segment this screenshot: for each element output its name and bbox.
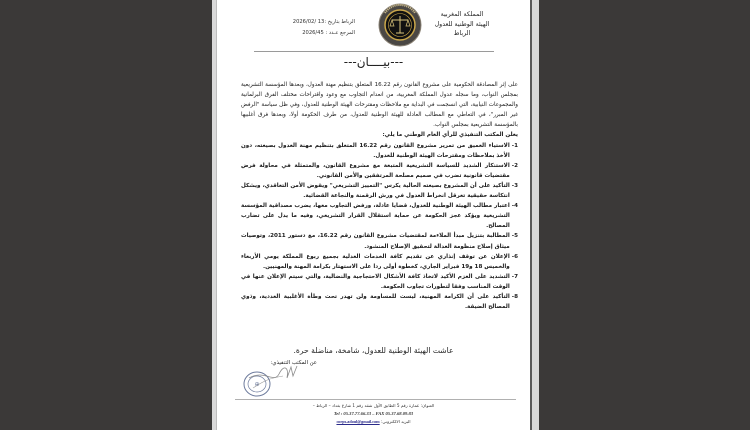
point-number: 7- bbox=[511, 273, 518, 280]
footer-divider bbox=[235, 399, 516, 400]
closing-slogan: عاشت الهيئة الوطنية للعدول، شامخة، مناضلة حرة. bbox=[293, 346, 454, 355]
point-text: الاستنكار الشديد للسياسة التشريعية المتبعة مع مشروع القانون، والمتمثلة في محاولة فرض مقتضيات قانونية تضرب في صميم مصلحة المرتفقين والأمن القانوني. bbox=[241, 162, 510, 179]
footer-email-label: البريد الالكتروني: bbox=[381, 419, 411, 424]
stamp-signature-icon bbox=[239, 364, 309, 398]
point-number: 8- bbox=[511, 293, 518, 300]
points-list bbox=[241, 141, 518, 313]
header-divider bbox=[254, 51, 494, 52]
point-text: التأكيد على أن الكرامة المهنية، ليست للمساومة ولن تهدر تحت وطأة الأغلبية العددية، وذوي المصالح الضيقة. bbox=[241, 293, 510, 311]
org-line-city: الرباط bbox=[453, 30, 471, 37]
list-item bbox=[241, 252, 518, 272]
organization-block bbox=[422, 10, 502, 39]
point-number: 1- bbox=[511, 142, 518, 149]
signature-label: عن المكتب التنفيذي: bbox=[270, 360, 317, 366]
list-item bbox=[241, 141, 518, 161]
list-item bbox=[241, 231, 518, 251]
intro-paragraph: على إثر المصادقة الحكومية على مشروع القانون رقم 16.22 المتعلق بتنظيم مهنة العدول، وبعدها المؤسسة التشريعية بمجلس النواب، وما سجله عدول المملكة المغربية، من انعدام التجاوب مع وعود واقتراحات مختلف الفرق البرلمانية والمجموعات النيابية، التي انسجمت في البداية مع ملاحظات ومقترحات الهيئة الوطنية للعدول، وفي ظل سياسة "الرفض غير المبرر"، في التعاطي مع المطالب العادلة للهيئة الوطنية للعدول، من طرف الحكومة أولا، وبعدها فرق أغلبيها بالمؤسسة التشريعية بمجلس النواب. bbox=[241, 82, 518, 129]
letter-footer bbox=[217, 402, 530, 426]
point-text: الاستياء العميق من تمرير مشروع القانون رقم 16.22 المتعلق بتنظيم مهنة العدول بصيغته، دون الأخذ بملاحظات ومقترحات الهيئة الوطنية للعدول. bbox=[241, 142, 510, 159]
document-title: ---بيــــان--- bbox=[343, 55, 404, 69]
point-text: التشديد على العزم الأكيد لاتخاذ كافة الأشكال الاحتجاجية والنضالية، والتي سيتم الإعلان عنها في الوقت المناسب وفقا لتطورات تجاوب الحكومة. bbox=[241, 273, 510, 290]
list-item bbox=[241, 272, 518, 292]
list-item bbox=[241, 201, 518, 231]
document-body bbox=[241, 80, 518, 312]
point-text: اعتبار مطالب الهيئة الوطنية للعدول، قضايا عادلة، ورفض التجاوب معها، يضرب مصداقية المؤسسة التشريعية ويؤكد عجز الحكومة عن حماية استقلال القرار التشريعي، وفيه ما يدل على تضارب المصالح. bbox=[241, 203, 510, 230]
footer-email-line bbox=[217, 418, 530, 426]
document-reference: المرجع عـدد : 2026/45 bbox=[302, 30, 355, 36]
point-number: 2- bbox=[511, 162, 518, 169]
list-item bbox=[241, 181, 518, 201]
announcement-lead: يعلن المكتب التنفيذي للرأي العام الوطني ما يلي: bbox=[382, 132, 518, 139]
point-text: المطالبة بتنزيل مبدأ الملاءمة لمقتضيات مشروع القانون رقم 16.22، مع دستور 2011، وتوصيات ميثاق إصلاح منظومة العدالة لتحقيق الإصلاح المنشود. bbox=[241, 233, 510, 250]
date-reference-block bbox=[255, 17, 355, 39]
footer-email-link[interactable]: corps.adoul@gmail.com bbox=[336, 419, 380, 424]
point-number: 3- bbox=[511, 182, 518, 189]
point-text: التأكيد على أن المشروع بصيغته الحالية يكرس "التمييز التشريعي" ويقوض الأمن التعاقدي، ويشكل انتكاسة حقيقية تعرقل انخراط العدول في ورش الرقمنة والنجاعة القضائية. bbox=[241, 182, 510, 200]
list-item bbox=[241, 292, 518, 312]
org-line-kingdom: المملكة المغربية bbox=[440, 11, 484, 18]
point-number: 4- bbox=[511, 203, 518, 210]
org-line-authority: الهيئة الوطنية للعدول bbox=[434, 20, 490, 28]
list-item bbox=[241, 161, 518, 181]
svg-text:⊕: ⊕ bbox=[254, 381, 260, 388]
point-text: الإعلان عن توقف إنذاري عن تقديم كافة الخدمات العدلية بجميع ربوع المملكة يومي الأربعاء والخميس 18 و19 فبراير الجاري، كخطوة أولى ردا على الاستهتار بكرامة المهنة والمهنيين. bbox=[241, 253, 510, 270]
letterhead bbox=[217, 0, 530, 50]
footer-address: العنوان: عمارة رقم 5 الطابق الأول شقة رقم 1 شارع بغداد – الرباط – bbox=[312, 403, 435, 408]
document-page bbox=[216, 0, 532, 430]
document-date: الرباط بتاريخ :13 /2026/02 bbox=[292, 19, 355, 25]
footer-phone-fax: Tel : 05.37.77.66.33 – FAX 05.37.68.09.83 bbox=[333, 411, 414, 416]
point-number: 5- bbox=[511, 233, 518, 240]
point-number: 6- bbox=[511, 253, 518, 260]
scales-of-justice-emblem-icon bbox=[377, 3, 423, 47]
